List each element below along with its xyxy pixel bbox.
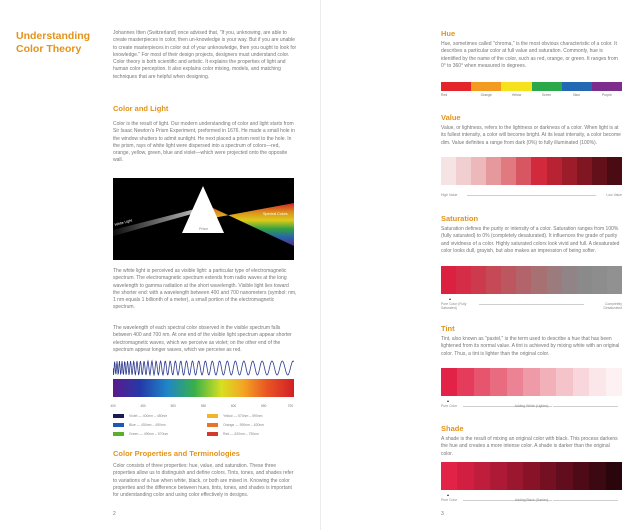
page-number-right: 3 [441, 511, 444, 517]
legend-swatch [113, 423, 124, 427]
value-swatch-3 [486, 157, 501, 185]
legend-swatch [113, 414, 124, 418]
shade-paragraph: A shade is the result of mixing an original color with black. This process darkens the hue and creates a more intense color. A shade is darker than the original color. [441, 436, 618, 457]
section-heading-color-properties: Color Properties and Terminologies [113, 449, 240, 458]
shade-ramp [441, 462, 622, 490]
shade-swatch-1 [457, 462, 473, 490]
hue-label: Yellow [511, 93, 522, 97]
value-swatch-10 [592, 157, 607, 185]
value-caption [441, 192, 622, 204]
value-paragraph: Value, or lightness, refers to the lightness or darkness of a color. When light is at its fullest intensity, a color will become bright. At its least intensity, a color become dim. Value definites a range from dark (0%) to fully illuminated (100%). [441, 125, 621, 146]
shade-swatch-5 [523, 462, 539, 490]
value-caption-left: High Value [441, 193, 458, 197]
axis-tick: 550 [200, 404, 207, 408]
shade-swatch-8 [573, 462, 589, 490]
shade-swatch-3 [490, 462, 506, 490]
tint-swatch-2 [474, 368, 490, 396]
tint-ramp-figure [441, 368, 622, 415]
shade-swatch-9 [589, 462, 605, 490]
axis-tick: 500 [170, 404, 176, 408]
axis-tick: 700 [287, 404, 294, 408]
legend-swatch [113, 432, 124, 436]
hue-labels [441, 93, 622, 97]
pure-color-marker [447, 400, 449, 402]
legend-item: Yellow — 570nm – 590nm [207, 413, 262, 418]
value-swatch-7 [547, 157, 562, 185]
saturation-swatch-4 [501, 266, 516, 294]
saturation-caption-left: Pure Color (Fully Saturated) [441, 302, 467, 310]
tint-caption [441, 403, 622, 415]
saturation-swatch-10 [592, 266, 607, 294]
shade-heading: Shade [441, 424, 464, 433]
legend-item: Orange — 590nm – 620nm [207, 422, 264, 427]
saturation-swatch-8 [562, 266, 577, 294]
shade-caption-center: Adding Black (Darker) [514, 498, 549, 502]
hue-heading: Hue [441, 29, 456, 38]
tint-swatch-6 [540, 368, 556, 396]
tint-swatch-7 [556, 368, 572, 396]
prism-illustration [113, 178, 294, 260]
tint-arrow-line [553, 406, 618, 407]
legend-swatch [207, 414, 218, 418]
hue-swatches [441, 82, 622, 91]
shade-swatch-4 [507, 462, 523, 490]
value-arrow-line [467, 195, 596, 196]
saturation-swatch-3 [486, 266, 501, 294]
value-swatch-5 [516, 157, 531, 185]
axis-tick: 650 [261, 404, 267, 408]
saturation-swatch-11 [607, 266, 622, 294]
hue-label: Purple [602, 93, 612, 97]
hue-swatch-0 [441, 82, 471, 91]
value-swatch-4 [501, 157, 516, 185]
value-swatch-2 [471, 157, 486, 185]
value-swatch-0 [441, 157, 456, 185]
section-heading-color-and-light: Color and Light [113, 104, 169, 113]
tint-swatch-4 [507, 368, 523, 396]
saturation-caption [441, 301, 622, 315]
saturation-ramp-figure [441, 266, 622, 315]
value-swatch-6 [531, 157, 546, 185]
hue-paragraph: Hue, sometimes called "chroma," is the most obvious characteristic of a color. It describes a particular color at full value and saturation. Commonly, hue is identified by the name of the color, such as red, orange, or green. It ranges from 0° to 360° when measured in degrees. [441, 41, 618, 69]
tint-swatch-9 [589, 368, 605, 396]
shade-swatch-10 [606, 462, 622, 490]
legend-item: Green — 490nm – 570nm [113, 431, 168, 436]
legend-item: Blue — 450nm – 490nm [113, 422, 166, 427]
axis-tick: 600 [230, 404, 237, 408]
page-gutter [320, 0, 321, 530]
value-swatch-11 [607, 157, 622, 185]
legend-item: Red — 620nm – 750nm [207, 431, 259, 436]
tint-swatch-3 [490, 368, 506, 396]
tint-ramp [441, 368, 622, 396]
axis-tick: 400 [110, 404, 116, 408]
value-ramp-figure [441, 157, 622, 204]
shade-caption-left: Pure Color [441, 498, 458, 502]
saturation-swatch-2 [471, 266, 486, 294]
tint-caption-left: Pure Color [441, 404, 458, 408]
saturation-ramp [441, 266, 622, 294]
wavelength-paragraph: The wavelength of each spectral color observed in the visible spectrum falls between 400 and 700 nm. At one end of the visible light spectrum appear shorter electromagnetic waves, which we perceive as violet; on the other end of the spectrum appear longer waves, which we perceive as red. [113, 325, 292, 353]
tint-heading: Tint [441, 324, 455, 333]
shade-swatch-2 [474, 462, 490, 490]
shade-arrow-line [553, 500, 618, 501]
prism-label: Prism [199, 227, 209, 231]
value-swatch-9 [577, 157, 592, 185]
tint-caption-center: Adding White (Lighter) [514, 404, 549, 408]
legend-swatch [207, 432, 218, 436]
hue-label: Green [541, 93, 552, 97]
tint-swatch-1 [457, 368, 473, 396]
hue-swatch-5 [592, 82, 622, 91]
tint-swatch-5 [523, 368, 539, 396]
spectrum-axis [110, 403, 294, 411]
saturation-swatch-0 [441, 266, 456, 294]
value-swatch-1 [456, 157, 471, 185]
color-properties-paragraph: Color consists of three properties: hue, value, and saturation. These three properties allow us to distinguish and define colors. Tints, tones, and shades refer to variations of a hue when white, black, or both are mixed in. Knowing the color properties and the difference between hues, tints, tones, and shades is important for understanding color and using color effectively in designs. [113, 463, 294, 499]
hue-label: Red [441, 93, 448, 97]
value-ramp [441, 157, 622, 185]
page-number-left: 2 [113, 511, 116, 517]
hue-swatch-4 [562, 82, 592, 91]
visible-light-paragraph: The white light is perceived as visible light: a particular type of electromagnetic spectrum. The electromagnetic spectrum extends from radio waves at the long wavelength to gamma radiation at the short wavelength. Visible light lies toward the shorter end: with a wavelength between 400 and 700 nanometers (symbol: nm, 1 nm equals 1 billionth of a meter), a small portion of the electromagnetic spectrum. [113, 268, 297, 311]
color-and-light-paragraph: Color is the result of light. Our modern understanding of color and light starts from Sir Isaac Newton's Prism Experiment, preformed in 1676. He made a small hole in the window shutters to admit sunlight. He next placed a prism next to the hole. In the prism, rays of white light were dispersed into a spectrum of colors—red, orange, yellow, green, blue and violet—which were projected onto the opposite wall. [113, 121, 295, 164]
shade-caption [441, 497, 622, 509]
saturation-paragraph: Saturation defines the purity or intensity of a color. Saturation ranges from 100% (fully saturated) to 0% (completely desaturated). It influences the grade of purity and vividness of a color. Highly saturated colors look vivid and full. A desaturated color looks dull, grayish, but also makes an impression of being softer. [441, 226, 620, 254]
hue-swatch-3 [532, 82, 562, 91]
hue-label: Orange [480, 93, 492, 97]
shade-swatch-6 [540, 462, 556, 490]
value-heading: Value [441, 113, 461, 122]
tint-swatch-8 [573, 368, 589, 396]
saturation-heading: Saturation [441, 214, 479, 223]
value-swatch-8 [562, 157, 577, 185]
axis-tick: 450 [140, 404, 146, 408]
legend-swatch [207, 423, 218, 427]
shade-swatch-7 [556, 462, 572, 490]
saturation-swatch-5 [516, 266, 531, 294]
tint-swatch-10 [606, 368, 622, 396]
document-title: Understanding Color Theory [16, 30, 91, 55]
saturation-swatch-9 [577, 266, 592, 294]
tint-paragraph: Tint, also known as "pastel," is the term used to describe a hue that has been lightened from its normal value. A tint is achieved by mixing white with an original color. Thus, a tint is lighter than the original color. [441, 336, 620, 357]
intro-paragraph: Johannes Itten (Switzerland) once advised that, "If you, unknowing, are able to create masterpieces in color, then un-knowledge is your way. But if you are unable to create masterpieces in color out of your unknowledge, then you ought to look for knowledge." For most of their design projects, designers must understand color. Color theory is both scientific and artistic. It explains the properties of light and human color perception. It also explains color mixing, models, and matching techniques that are helpful when designing. [113, 30, 297, 80]
legend-item: Violet — 400nm – 450nm [113, 413, 167, 418]
hue-swatch-2 [501, 82, 531, 91]
saturation-swatch-1 [456, 266, 471, 294]
shade-ramp-figure [441, 462, 622, 509]
saturation-swatch-6 [531, 266, 546, 294]
shade-swatch-0 [441, 462, 457, 490]
saturation-arrow-line [479, 304, 584, 305]
hue-swatch-1 [471, 82, 501, 91]
tint-swatch-0 [441, 368, 457, 396]
hue-label: Blue [573, 93, 581, 97]
visible-spectrum-figure [110, 358, 294, 411]
saturation-caption-right: Completely Desaturated [603, 302, 622, 310]
saturation-swatch-7 [547, 266, 562, 294]
pure-color-marker [449, 298, 451, 300]
value-caption-right: Low Value [606, 193, 622, 197]
pure-color-marker [447, 494, 449, 496]
white-light-label: White Light [114, 218, 133, 227]
hue-swatch-strip [441, 82, 622, 97]
wavelength-graphic [113, 358, 294, 398]
spectral-colors-label: Spectral Colors [263, 212, 288, 216]
